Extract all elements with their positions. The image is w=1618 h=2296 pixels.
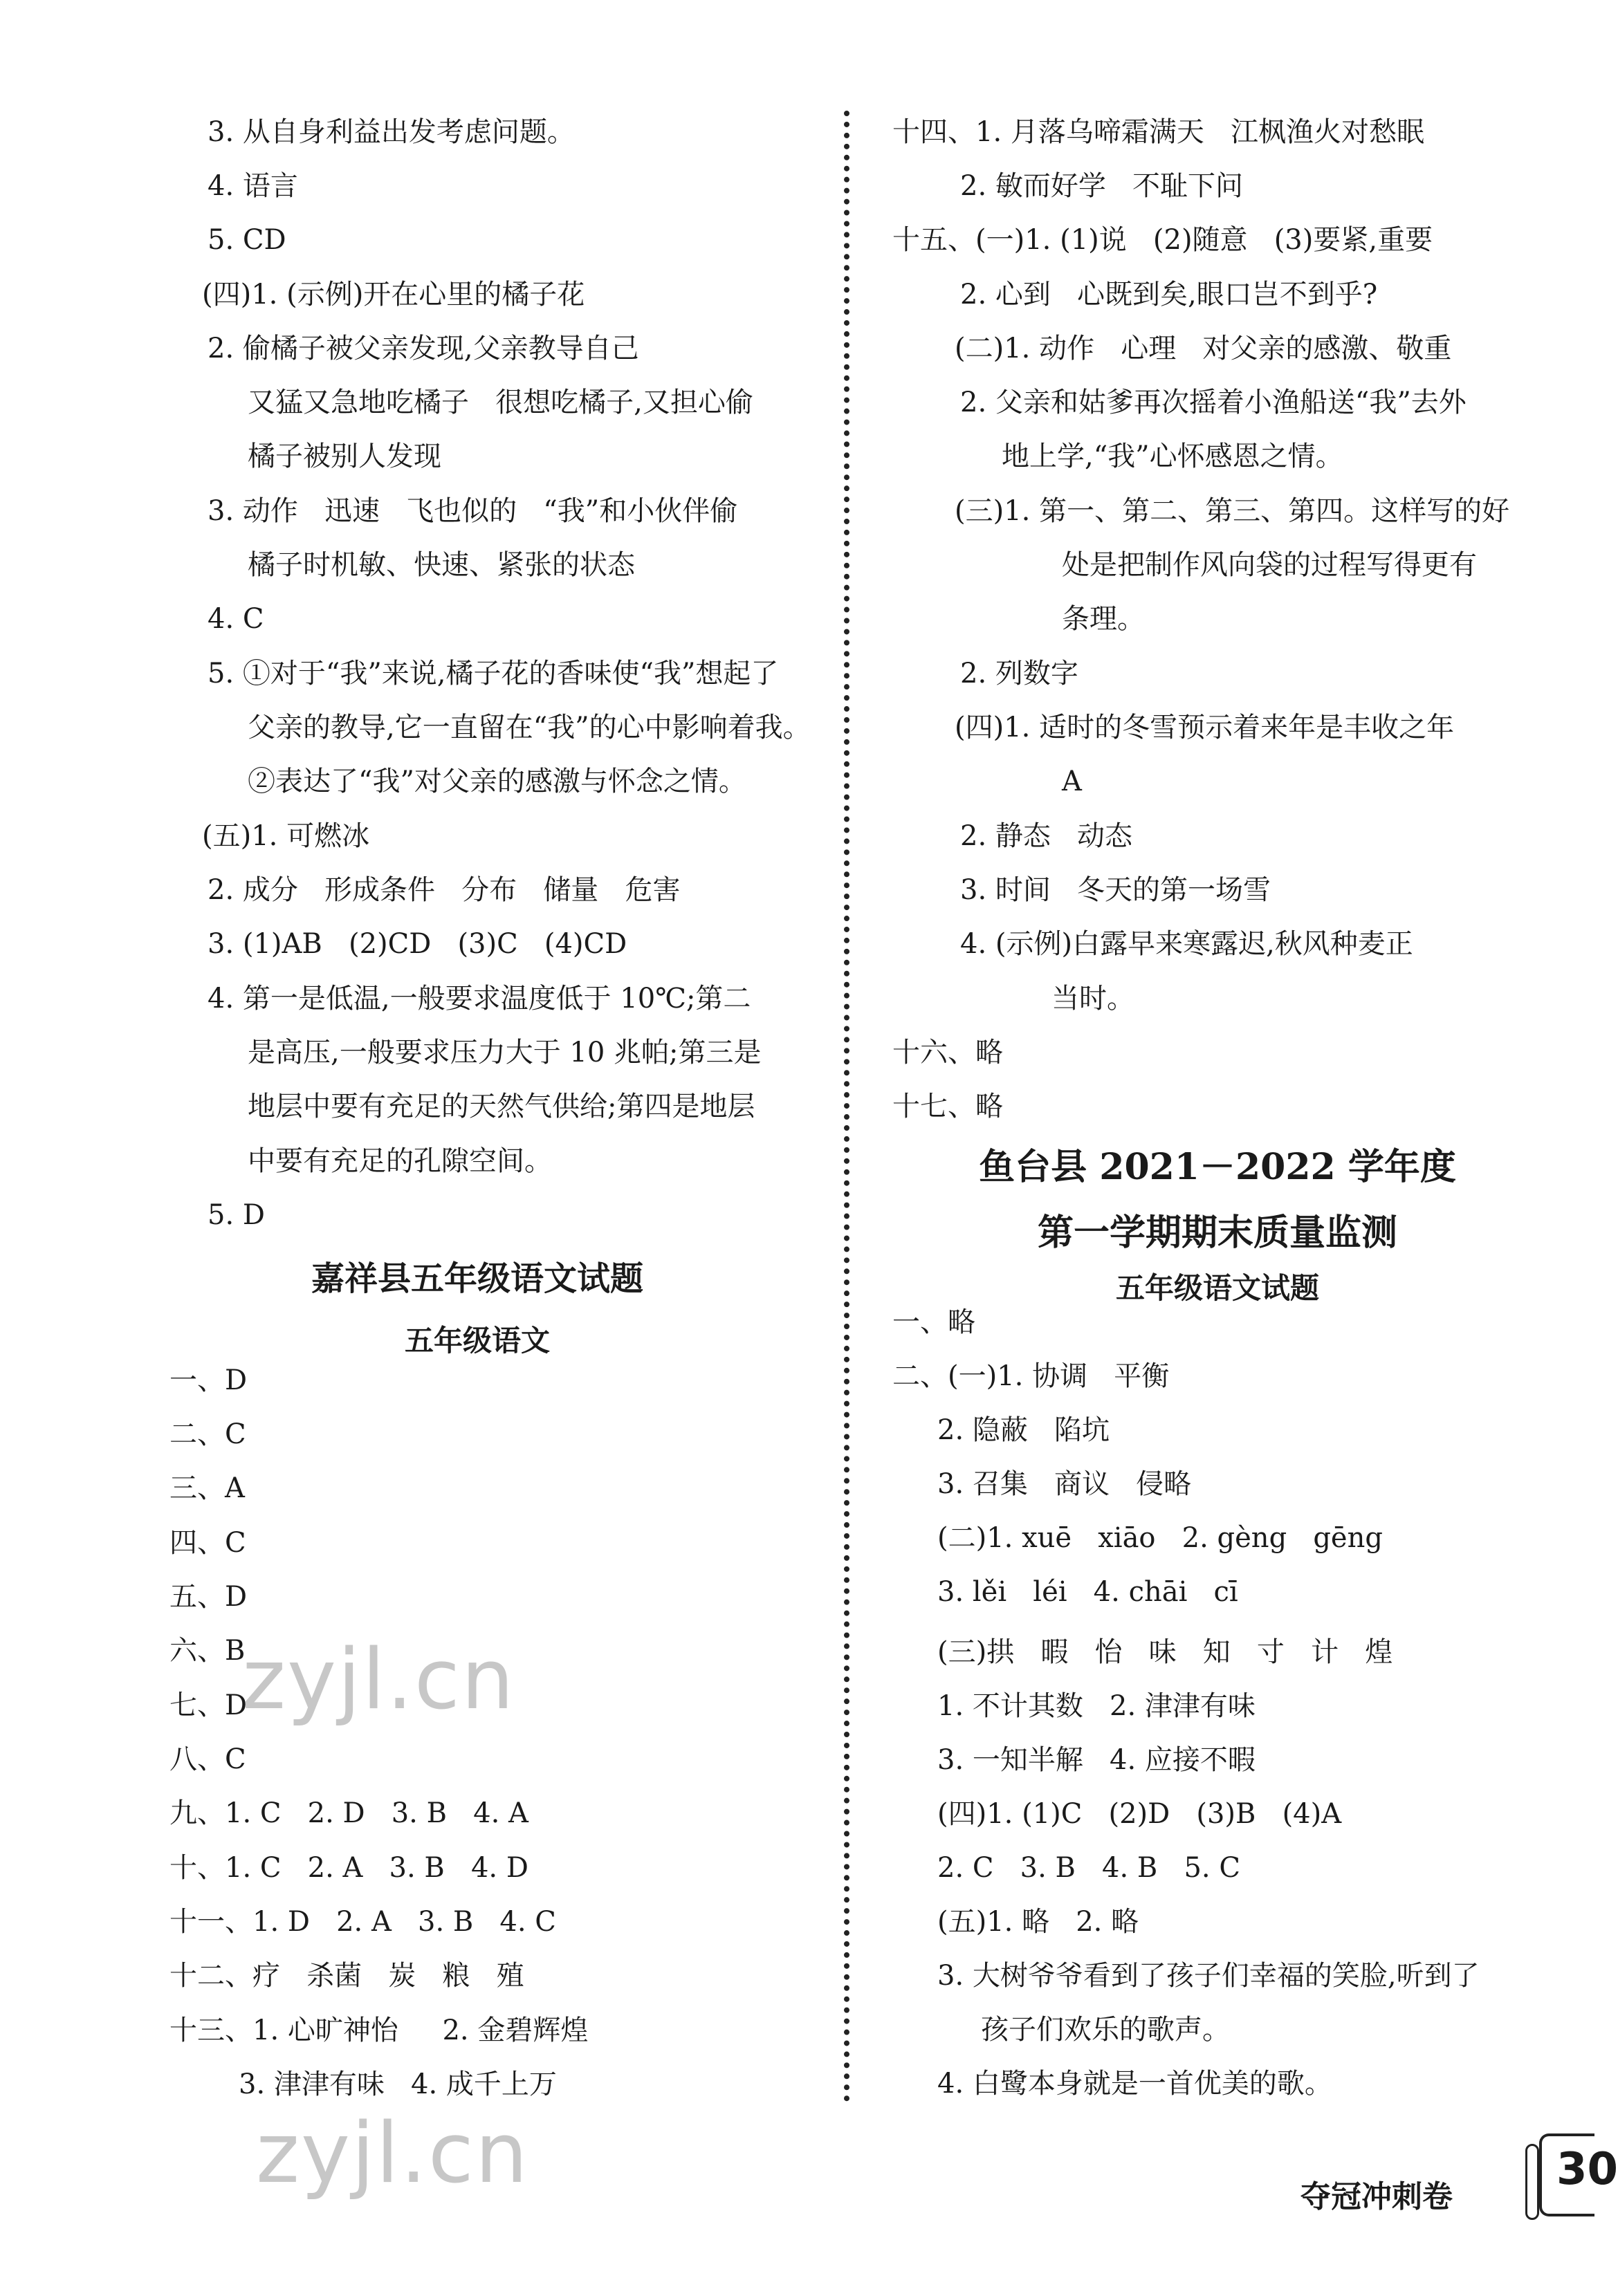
answer-line: 2. 父亲和姑爹再次摇着小渔船送“我”去外 <box>960 387 1467 418</box>
answer-line: 5. ①对于“我”来说,橘子花的香味使“我”想起了 <box>208 658 779 689</box>
answer-line: 3. 大树爷爷看到了孩子们幸福的笑脸,听到了 <box>937 1960 1480 1992</box>
answer-line: 3. 津津有味 4. 成千上万 <box>239 2068 557 2100</box>
answer-line: 3. 一知半解 4. 应接不暇 <box>937 1744 1256 1776</box>
answer-line: 3. 召集 商议 侵略 <box>937 1468 1192 1500</box>
answer-line: 3. 动作 迅速 飞也似的 “我”和小伙伴偷 <box>208 495 738 527</box>
answer-line: 2. 成分 形成条件 分布 储量 危害 <box>208 874 681 906</box>
answer-line: 十六、略 <box>892 1037 1003 1068</box>
watermark: zyjl.cn <box>242 1632 515 1728</box>
section-title: 嘉祥县五年级语文试题 <box>311 1259 643 1298</box>
answer-line: 九、1. C 2. D 3. B 4. A <box>169 1797 528 1829</box>
answer-line: (四)1. 适时的冬雪预示着来年是丰收之年 <box>955 712 1455 743</box>
answer-line: 条理。 <box>1062 603 1145 635</box>
answer-line: 六、B <box>169 1635 246 1667</box>
answer-line: 是高压,一般要求压力大于 10 兆帕;第三是 <box>248 1037 762 1068</box>
answer-line: A <box>1062 766 1082 797</box>
answer-line: 3. lěi léi 4. chāi cī <box>937 1576 1238 1608</box>
answer-line: 八、C <box>169 1743 246 1775</box>
answer-line: 十三、1. 心旷神怡 2. 金碧辉煌 <box>169 2015 589 2046</box>
answer-line: (四)1. (1)C (2)D (3)B (4)A <box>937 1798 1342 1830</box>
answer-line: 2. 静态 动态 <box>960 820 1133 852</box>
page-number: 30 <box>1556 2144 1618 2195</box>
answer-line: 一、D <box>169 1364 248 1396</box>
answer-line: 处是把制作风向袋的过程写得更有 <box>1062 549 1477 581</box>
answer-line: 七、D <box>169 1689 248 1721</box>
page-tab-curl <box>1525 2144 1539 2220</box>
answer-line: 4. 语言 <box>208 170 298 202</box>
answer-line: 橘子时机敏、快速、紧张的状态 <box>248 549 635 581</box>
answer-line: 3. 从自身利益出发考虑问题。 <box>208 116 575 148</box>
answer-line: (五)1. 可燃冰 <box>202 820 370 852</box>
answer-line: 地上学,“我”心怀感恩之情。 <box>1002 441 1343 472</box>
answer-line: 5. D <box>208 1199 265 1231</box>
answer-line: 十四、1. 月落乌啼霜满天 江枫渔火对愁眠 <box>892 116 1425 148</box>
answer-line: 十五、(一)1. (1)说 (2)随意 (3)要紧,重要 <box>892 224 1433 256</box>
answer-line: 4. C <box>208 603 264 635</box>
section-title: 第一学期期末质量监测 <box>1037 1212 1397 1254</box>
answer-line: (二)1. 动作 心理 对父亲的感激、敬重 <box>955 333 1452 364</box>
answer-line: 2. 偷橘子被父亲发现,父亲教导自己 <box>208 333 639 364</box>
answer-line: 5. CD <box>208 224 286 256</box>
answer-line: 3. 时间 冬天的第一场雪 <box>960 874 1271 906</box>
answer-line: 当时。 <box>1051 983 1134 1015</box>
answer-line: (二)1. xuē xiāo 2. gèng gēng <box>937 1522 1383 1554</box>
answer-line: 四、C <box>169 1527 246 1559</box>
answer-line: 4. 第一是低温,一般要求温度低于 10℃;第二 <box>208 983 751 1015</box>
answer-line: 中要有充足的孔隙空间。 <box>248 1145 552 1177</box>
answer-line: 2. C 3. B 4. B 5. C <box>937 1852 1240 1884</box>
answer-line: 橘子被别人发现 <box>248 441 441 472</box>
answer-line: 2. 隐蔽 陷坑 <box>937 1414 1110 1446</box>
answer-line: (三)1. 第一、第二、第三、第四。这样写的好 <box>955 495 1510 527</box>
answer-line: (五)1. 略 2. 略 <box>937 1906 1139 1938</box>
answer-line: 父亲的教导,它一直留在“我”的心中影响着我。 <box>248 712 811 743</box>
answer-line: (三)拱 暇 怡 味 知 寸 计 煌 <box>937 1636 1393 1668</box>
answer-line: 4. 白鹭本身就是一首优美的歌。 <box>937 2068 1332 2100</box>
answer-line: 孩子们欢乐的歌声。 <box>981 2014 1230 2046</box>
section-subtitle: 五年级语文 <box>404 1324 550 1358</box>
answer-line: 2. 敏而好学 不耻下问 <box>960 170 1244 202</box>
answer-line: ②表达了“我”对父亲的感激与怀念之情。 <box>248 766 746 797</box>
answer-line: 地层中要有充足的天然气供给;第四是地层 <box>248 1091 755 1122</box>
section-subtitle: 五年级语文试题 <box>1115 1271 1319 1305</box>
answer-line: 十七、略 <box>892 1091 1003 1122</box>
watermark: zyjl.cn <box>256 2106 529 2202</box>
answer-line: 2. 列数字 <box>960 658 1078 689</box>
answer-line: 1. 不计其数 2. 津津有味 <box>937 1690 1256 1722</box>
answer-line: (四)1. (示例)开在心里的橘子花 <box>202 279 585 311</box>
answer-line: 五、D <box>169 1581 248 1613</box>
answer-line: 三、A <box>169 1472 245 1504</box>
answer-line: 2. 心到 心既到矣,眼口岂不到乎? <box>960 279 1378 311</box>
section-title: 鱼台县 2021－2022 学年度 <box>979 1146 1456 1188</box>
answer-line: 3. (1)AB (2)CD (3)C (4)CD <box>208 928 627 960</box>
answer-line: 4. (示例)白露早来寒露迟,秋风种麦正 <box>960 928 1413 960</box>
answer-line: 十二、疗 杀菌 炭 粮 殖 <box>169 1960 524 1992</box>
answer-line: 一、略 <box>892 1306 975 1338</box>
answer-line: 二、(一)1. 协调 平衡 <box>892 1360 1170 1392</box>
answer-line: 十、1. C 2. A 3. B 4. D <box>169 1852 528 1884</box>
right-column <box>844 0 1585 2296</box>
answer-line: 二、C <box>169 1418 246 1450</box>
footer-label: 夺冠冲刺卷 <box>1300 2179 1453 2214</box>
answer-line: 十一、1. D 2. A 3. B 4. C <box>169 1906 556 1938</box>
answer-line: 又猛又急地吃橘子 很想吃橘子,又担心偷 <box>248 387 753 418</box>
